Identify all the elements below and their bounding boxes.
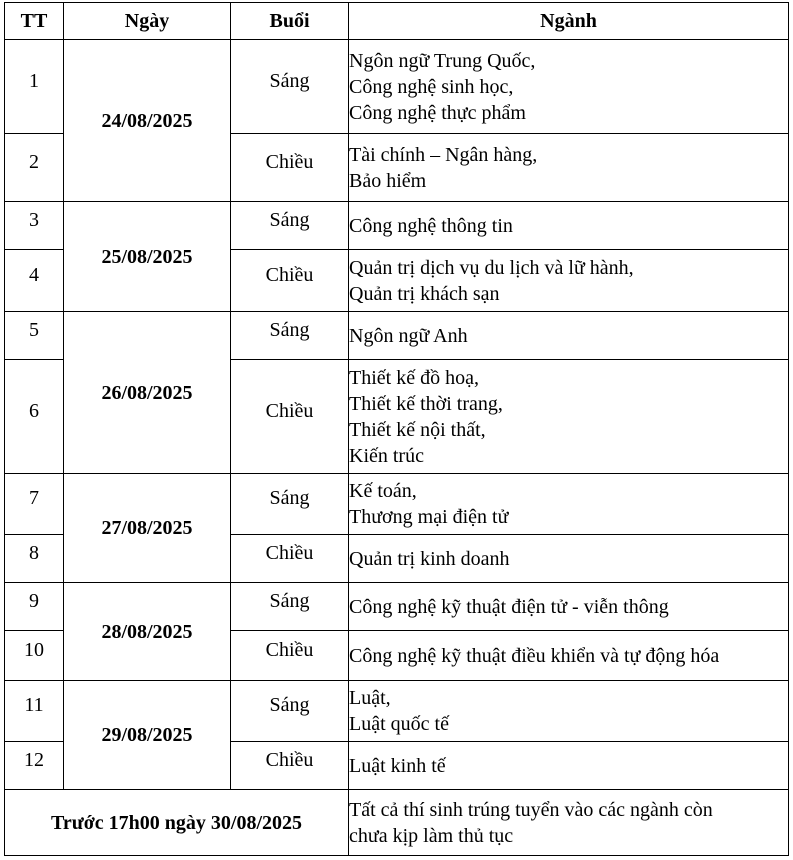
table-header-row [5, 3, 789, 40]
deadline-note-cell [349, 790, 789, 856]
row-number: 1 [5, 40, 64, 134]
session-cell: Sáng [231, 681, 349, 742]
row-number: 6 [5, 360, 64, 474]
session-cell: Chiều [231, 360, 349, 474]
session-cell: Sáng [231, 583, 349, 631]
session-cell: Chiều [231, 250, 349, 312]
table-footer-row [5, 790, 789, 856]
major-cell [349, 250, 789, 312]
major-line: Luật kinh tế [349, 754, 446, 777]
date-cell: 29/08/2025 [64, 681, 231, 790]
major-line: Thương mại điện tử [349, 506, 509, 528]
deadline-cell: Trước 17h00 ngày 30/08/2025 [5, 790, 349, 856]
major-cell [349, 631, 789, 681]
major-line: Quản trị kinh doanh [349, 547, 510, 570]
row-number: 10 [5, 631, 64, 681]
note-line: chưa kịp làm thủ tục [349, 824, 514, 847]
schedule-table [4, 2, 789, 856]
major-cell [349, 202, 789, 250]
header-ngay: Ngày [64, 3, 231, 40]
major-line: Quản trị khách sạn [349, 282, 500, 305]
major-cell [349, 535, 789, 583]
major-line: Bảo hiểm [349, 169, 427, 192]
header-buoi: Buổi [231, 3, 349, 40]
header-nganh: Ngành [349, 3, 789, 40]
date-cell: 26/08/2025 [64, 312, 231, 474]
major-line: Thiết kế đồ hoạ, [349, 366, 479, 389]
table-row [5, 312, 789, 360]
row-number: 11 [5, 681, 64, 742]
table-row [5, 583, 789, 631]
row-number: 12 [5, 742, 64, 790]
row-number: 4 [5, 250, 64, 312]
row-number: 9 [5, 583, 64, 631]
major-cell [349, 134, 789, 202]
date-cell: 28/08/2025 [64, 583, 231, 681]
major-line: Kế toán, [349, 480, 417, 502]
session-cell: Sáng [231, 474, 349, 535]
major-line: Thiết kế thời trang, [349, 392, 503, 415]
table-row [5, 474, 789, 535]
major-line: Tài chính – Ngân hàng, [349, 143, 538, 166]
table-row [5, 40, 789, 134]
session-cell: Sáng [231, 312, 349, 360]
table-row [5, 681, 789, 742]
session-cell: Chiều [231, 134, 349, 202]
row-number: 7 [5, 474, 64, 535]
row-number: 5 [5, 312, 64, 360]
major-cell [349, 360, 789, 474]
major-line: Luật, [349, 687, 391, 709]
major-line: Luật quốc tế [349, 713, 449, 735]
major-line: Công nghệ kỹ thuật điều khiển và tự động hóa [349, 644, 720, 667]
major-line: Kiến trúc [349, 444, 424, 467]
note-line: Tất cả thí sinh trúng tuyển vào các ngành còn [349, 798, 713, 821]
major-cell [349, 681, 789, 742]
row-number: 8 [5, 535, 64, 583]
session-cell: Chiều [231, 631, 349, 681]
major-cell [349, 312, 789, 360]
major-line: Công nghệ sinh học, [349, 75, 514, 98]
row-number: 3 [5, 202, 64, 250]
session-cell: Chiều [231, 742, 349, 790]
major-line: Ngôn ngữ Anh [349, 324, 468, 347]
session-cell: Sáng [231, 40, 349, 134]
major-line: Công nghệ kỹ thuật điện tử - viễn thông [349, 595, 669, 618]
header-tt: TT [5, 3, 64, 40]
date-cell: 27/08/2025 [64, 474, 231, 583]
major-cell [349, 583, 789, 631]
major-line: Công nghệ thông tin [349, 214, 513, 237]
session-cell: Sáng [231, 202, 349, 250]
major-line: Công nghệ thực phẩm [349, 101, 526, 124]
major-line: Ngôn ngữ Trung Quốc, [349, 49, 536, 72]
session-cell: Chiều [231, 535, 349, 583]
major-cell [349, 40, 789, 134]
major-cell [349, 742, 789, 790]
date-cell: 25/08/2025 [64, 202, 231, 312]
major-line: Thiết kế nội thất, [349, 418, 486, 441]
table-row [5, 202, 789, 250]
date-cell: 24/08/2025 [64, 40, 231, 202]
major-line: Quản trị dịch vụ du lịch và lữ hành, [349, 256, 634, 279]
row-number: 2 [5, 134, 64, 202]
major-cell [349, 474, 789, 535]
